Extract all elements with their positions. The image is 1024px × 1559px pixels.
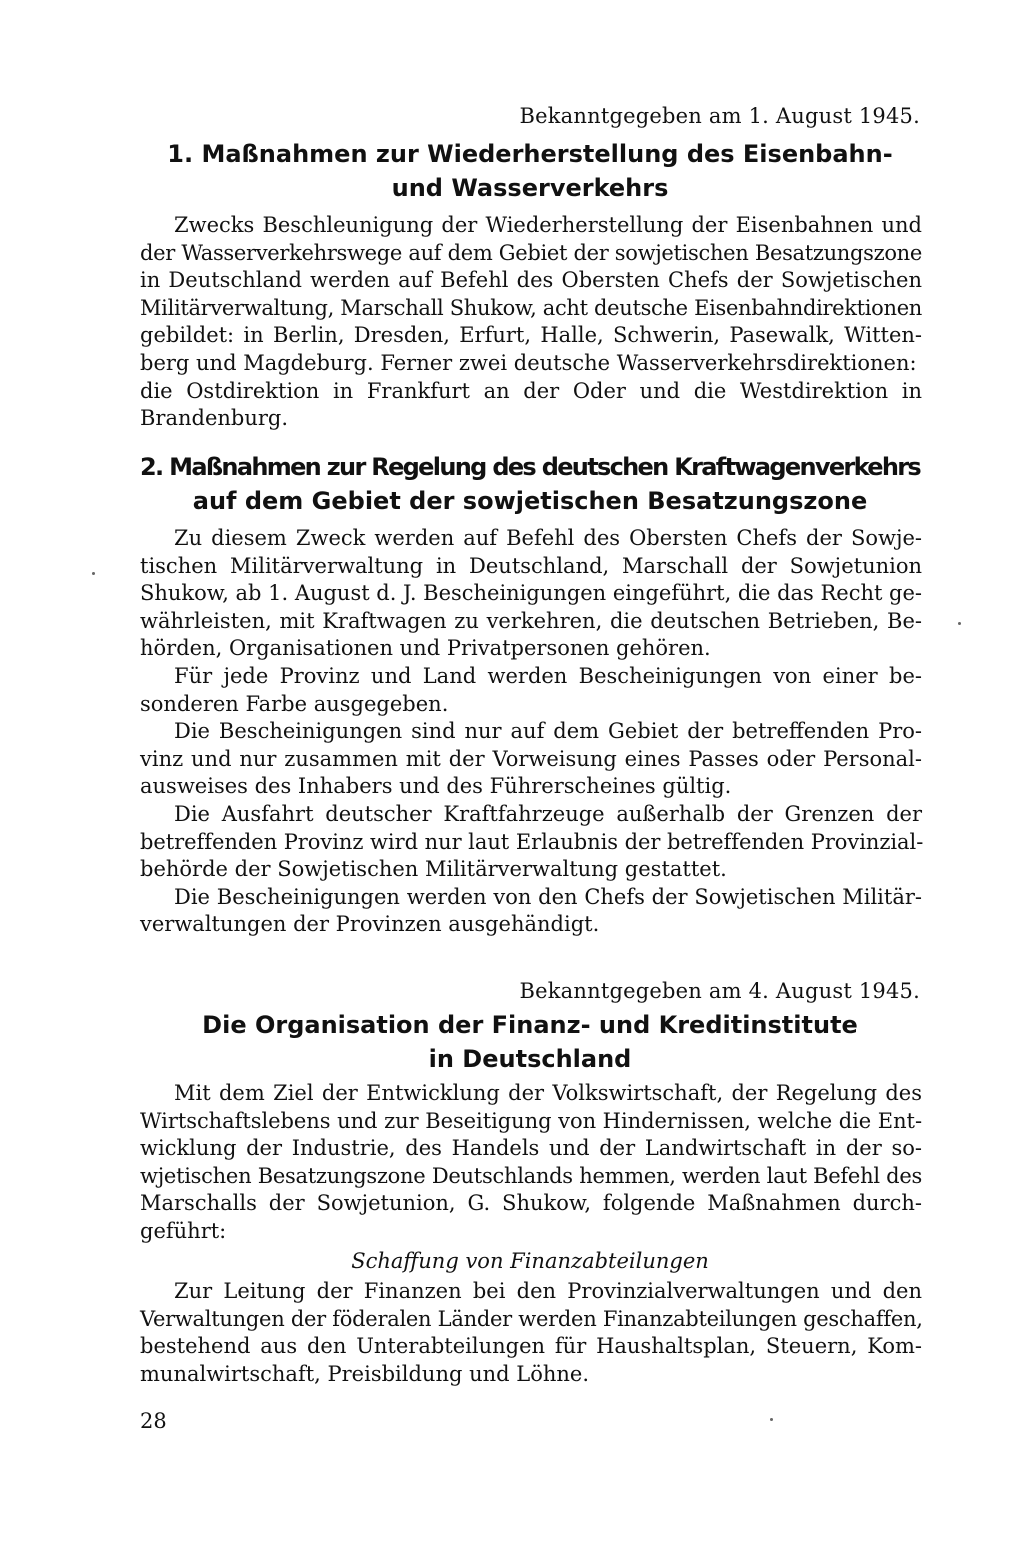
section-heading xyxy=(140,450,920,518)
text-line: wicklung der Industrie, des Handels und der Landwirtschaft in der so- xyxy=(140,1136,922,1161)
section-body xyxy=(140,1080,922,1246)
text-line: Zwecks Beschleunigung der Wiederherstellung der Eisenbahnen und xyxy=(174,213,922,237)
section-body xyxy=(140,1278,922,1388)
text-line: Die Ausfahrt deutscher Kraftfahrzeuge außerhalb der Grenzen der xyxy=(174,801,922,826)
publication-date: Bekanntgegeben am 4. August 1945. xyxy=(519,979,920,1003)
text-line: Marschalls der Sowjetunion, G. Shukow, folgende Maßnahmen durch- xyxy=(140,1191,922,1216)
text-line: tischen Militärverwaltung in Deutschland, Marschall der Sowjetunion xyxy=(140,553,922,578)
text-line: Die Bescheinigungen werden von den Chefs der Sowjetischen Militär- xyxy=(174,884,922,909)
heading-line: und Wasserverkehrs xyxy=(391,174,669,202)
text-line: Zur Leitung der Finanzen bei den Provinzialverwaltungen und den xyxy=(174,1279,922,1303)
text-line: wjetischen Besatzungszone Deutschlands hemmen, werden laut Befehl des xyxy=(140,1163,922,1188)
text-line: vinz und nur zusammen mit der Vorweisung eines Passes oder Personal- xyxy=(140,746,922,771)
text-line: hörden, Organisationen und Privatpersonen gehören. xyxy=(140,636,711,661)
text-line: die Ostdirektion in Frankfurt an der Oder und die Westdirektion in xyxy=(140,378,922,403)
section-heading xyxy=(140,137,920,205)
text-line: Wirtschaftslebens und zur Beseitigung von Hindernissen, welche die Ent- xyxy=(140,1108,922,1133)
scan-speck xyxy=(958,622,961,625)
section-body xyxy=(140,212,922,433)
text-line: verwaltungen der Provinzen ausgehändigt. xyxy=(140,912,600,937)
text-line: der Wasserverkehrswege auf dem Gebiet der sowjetischen Besatzungszone xyxy=(140,240,922,265)
text-line: in Deutschland werden auf Befehl des Obersten Chefs der Sowjetischen xyxy=(140,268,922,293)
text-line: gebildet: in Berlin, Dresden, Erfurt, Halle, Schwerin, Pasewalk, Witten- xyxy=(140,323,922,348)
scan-speck xyxy=(770,1418,773,1421)
text-line: Zu diesem Zweck werden auf Befehl des Obersten Chefs der Sowje- xyxy=(174,526,922,550)
text-line: munalwirtschaft, Preisbildung und Löhne. xyxy=(140,1361,589,1386)
text-line: Militärverwaltung, Marschall Shukow, acht deutsche Eisenbahndirektionen xyxy=(140,295,922,320)
section-subheading: Schaffung von Finanzabteilungen xyxy=(351,1249,709,1273)
heading-line: 1. Maßnahmen zur Wiederherstellung des Eisenbahn- xyxy=(167,140,893,168)
text-line: Verwaltungen der föderalen Länder werden Finanzabteilungen geschaffen, xyxy=(140,1306,923,1331)
text-line: Die Bescheinigungen sind nur auf dem Gebiet der betreffenden Pro- xyxy=(174,719,922,744)
text-line: ausweises des Inhabers und des Führerscheines gültig. xyxy=(140,774,732,799)
text-line: Brandenburg. xyxy=(140,406,289,431)
text-line: Für jede Provinz und Land werden Bescheinigungen von einer be- xyxy=(174,663,922,688)
text-line: Mit dem Ziel der Entwicklung der Volkswirtschaft, der Regelung des xyxy=(174,1081,922,1105)
heading-line: Die Organisation der Finanz- und Kreditinstitute xyxy=(202,1011,858,1039)
text-line: währleisten, mit Kraftwagen zu verkehren, die deutschen Betrieben, Be- xyxy=(140,608,922,633)
heading-line: auf dem Gebiet der sowjetischen Besatzungszone xyxy=(192,487,868,515)
text-line: bestehend aus den Unterabteilungen für Haushaltsplan, Steuern, Kom- xyxy=(140,1334,922,1359)
heading-line: in Deutschland xyxy=(428,1045,632,1073)
text-line: sonderen Farbe ausgegeben. xyxy=(140,691,449,716)
publication-date: Bekanntgegeben am 1. August 1945. xyxy=(519,104,920,128)
text-line: berg und Magdeburg. Ferner zwei deutsche Wasserverkehrsdirektionen: xyxy=(140,350,917,375)
text-line: betreffenden Provinz wird nur laut Erlaubnis der betreffenden Provinzial- xyxy=(140,829,924,854)
text-line: geführt: xyxy=(140,1218,227,1243)
section-body xyxy=(140,525,922,939)
scan-speck xyxy=(92,572,95,575)
heading-line: 2. Maßnahmen zur Regelung des deutschen Kraftwagenverkehrs xyxy=(140,453,920,481)
text-line: behörde der Sowjetischen Militärverwaltung gestattet. xyxy=(140,857,727,882)
text-line: Shukow, ab 1. August d. J. Bescheinigungen eingeführt, die das Recht ge- xyxy=(140,581,922,606)
page-number: 28 xyxy=(140,1409,167,1433)
section-heading xyxy=(140,1008,920,1076)
